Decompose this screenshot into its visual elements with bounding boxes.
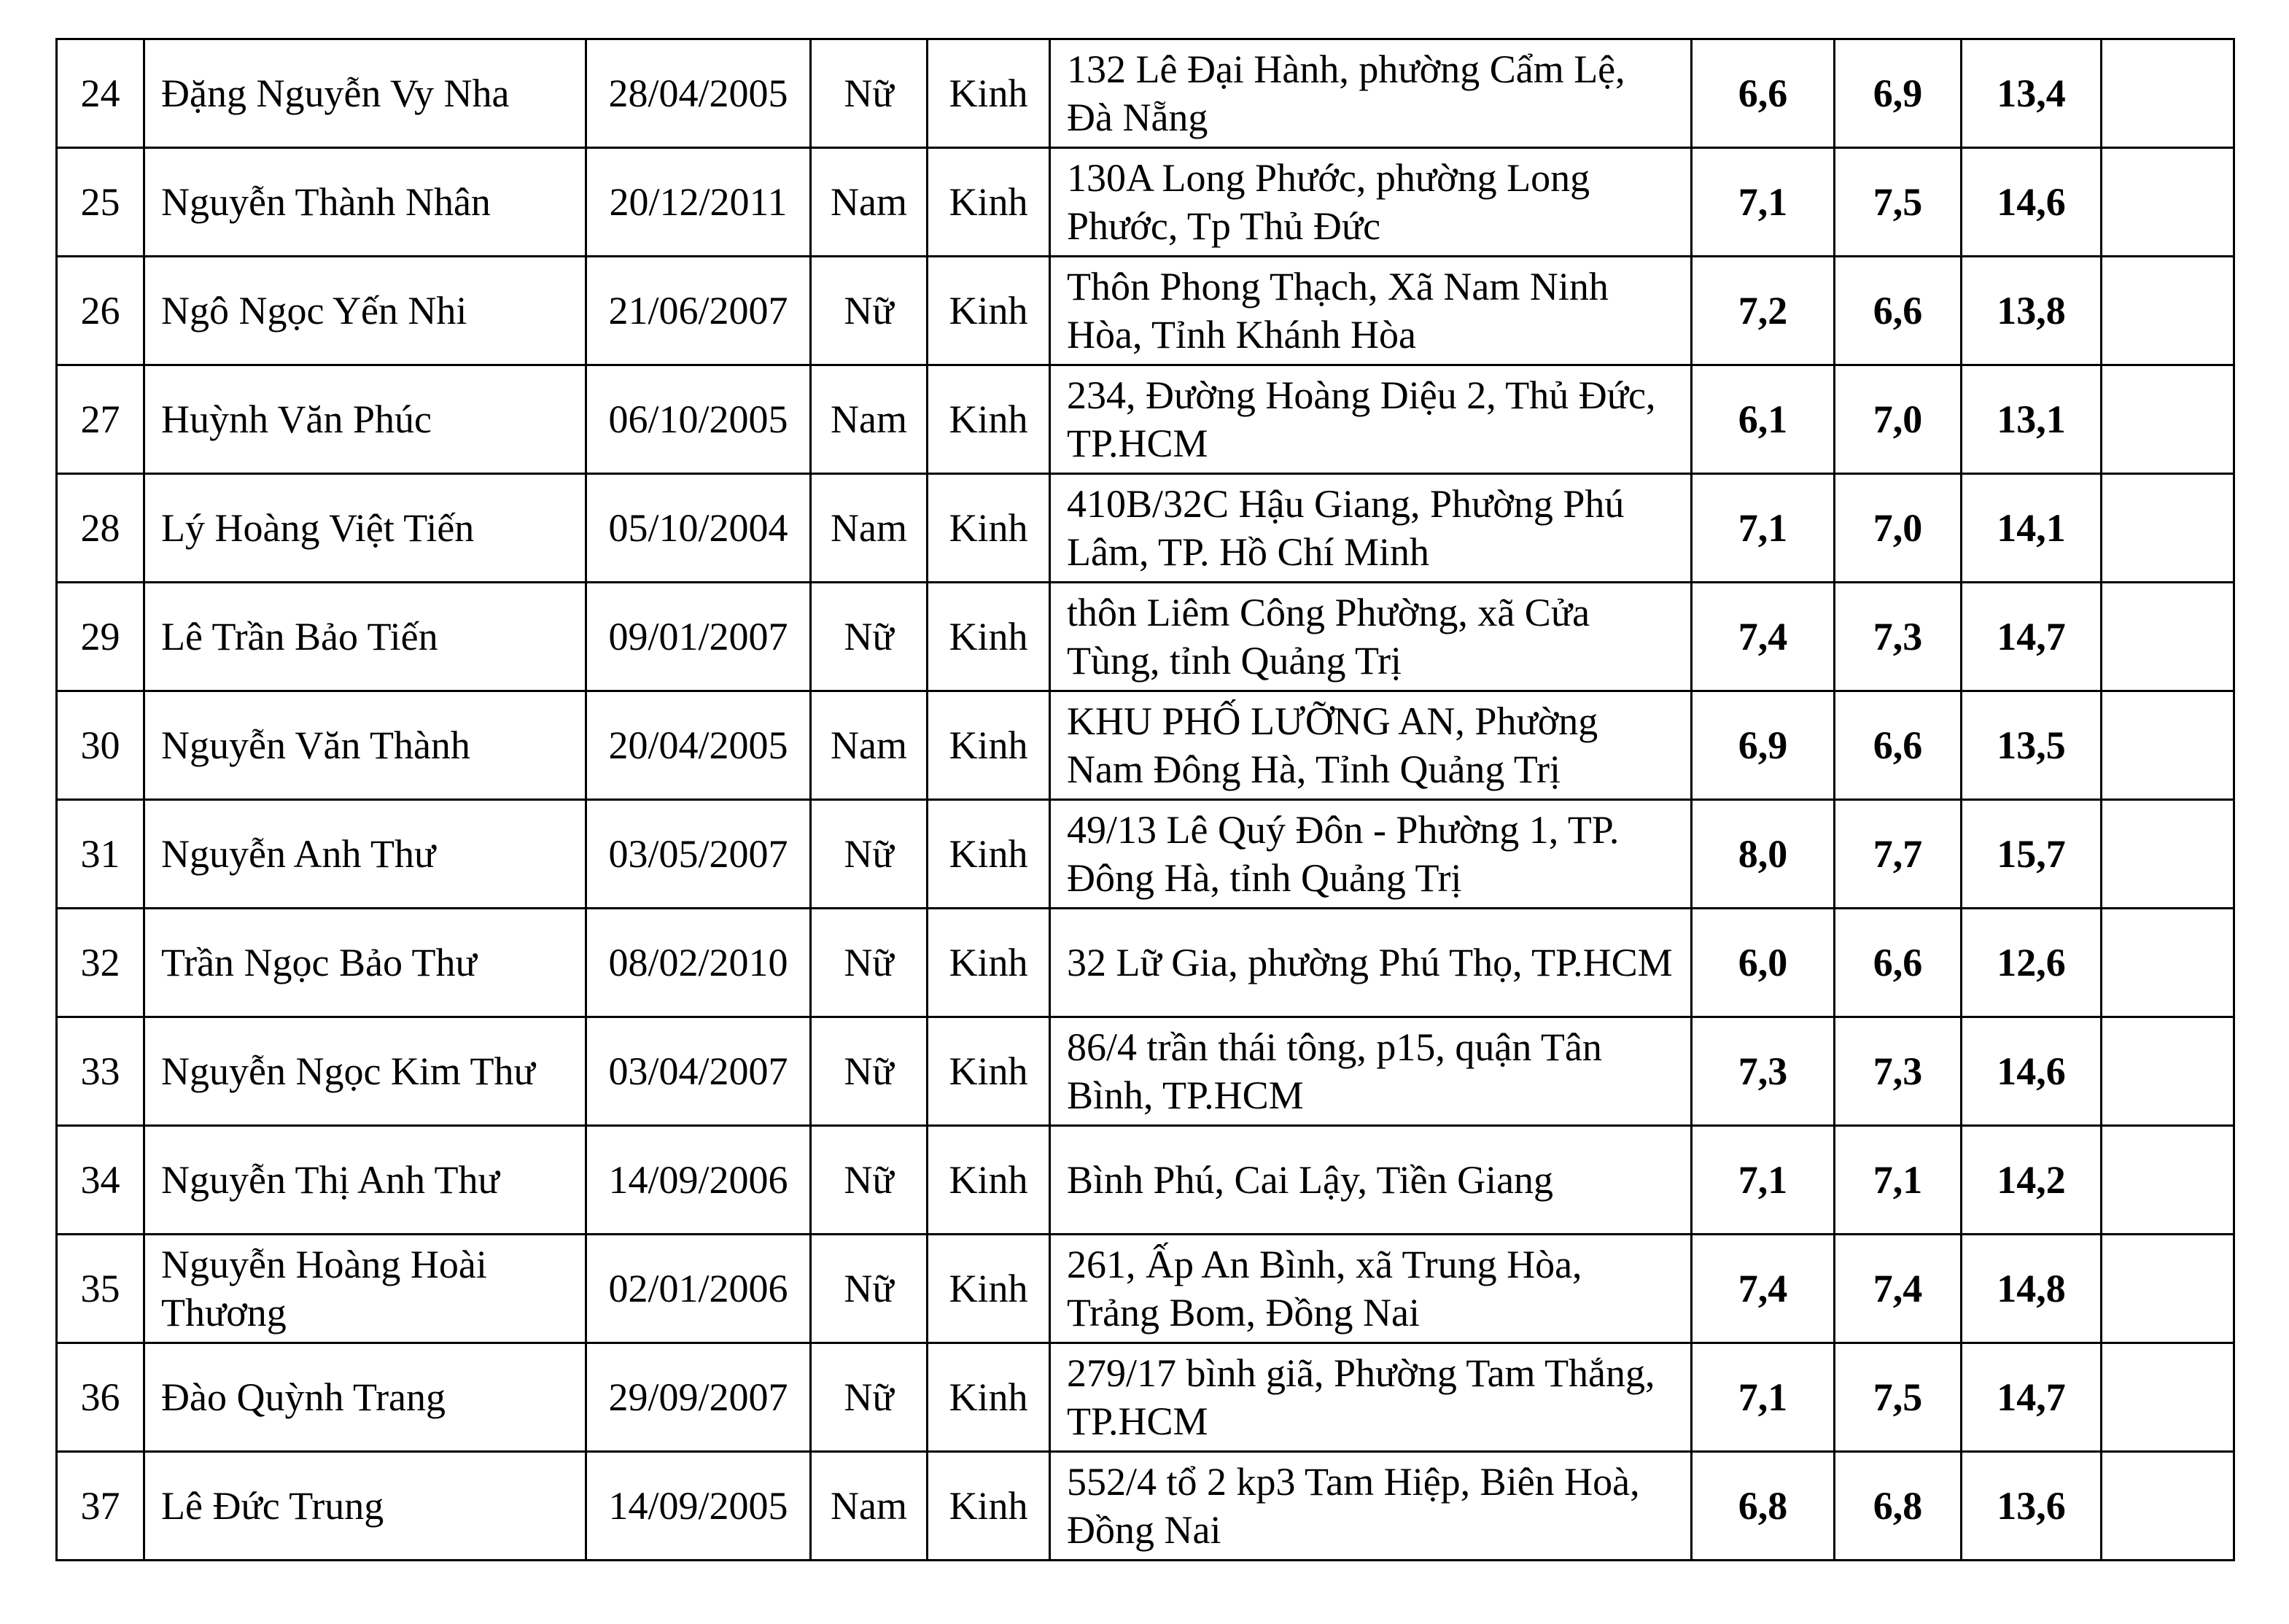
score-2-cell: 6,6 — [1835, 909, 1962, 1017]
full-name-cell: Ngô Ngọc Yến Nhi — [144, 257, 586, 365]
row-number-cell: 30 — [57, 691, 144, 800]
address-cell: thôn Liêm Công Phường, xã Cửa Tùng, tỉnh Quảng Trị — [1050, 583, 1692, 691]
score-1-cell: 7,4 — [1692, 583, 1835, 691]
row-number-cell: 37 — [57, 1452, 144, 1561]
score-1-cell: 7,3 — [1692, 1017, 1835, 1126]
birth-date-cell: 06/10/2005 — [586, 365, 811, 474]
total-score-cell: 13,8 — [1962, 257, 2102, 365]
score-1-cell: 6,6 — [1692, 39, 1835, 148]
score-1-cell: 7,1 — [1692, 148, 1835, 257]
score-1-cell: 8,0 — [1692, 800, 1835, 909]
address-cell: Bình Phú, Cai Lậy, Tiền Giang — [1050, 1126, 1692, 1235]
table-row — [57, 909, 2234, 1017]
birth-date-cell: 29/09/2007 — [586, 1343, 811, 1452]
address-cell: 49/13 Lê Quý Đôn - Phường 1, TP. Đông Hà, tỉnh Quảng Trị — [1050, 800, 1692, 909]
gender-cell: Nam — [811, 474, 928, 583]
gender-cell: Nữ — [811, 257, 928, 365]
total-score-cell: 14,1 — [1962, 474, 2102, 583]
gender-cell: Nam — [811, 148, 928, 257]
total-score-cell: 14,6 — [1962, 148, 2102, 257]
total-score-cell: 13,1 — [1962, 365, 2102, 474]
birth-date-cell: 14/09/2006 — [586, 1126, 811, 1235]
row-number-cell: 31 — [57, 800, 144, 909]
note-cell — [2102, 583, 2234, 691]
score-1-cell: 6,1 — [1692, 365, 1835, 474]
ethnicity-cell: Kinh — [928, 909, 1050, 1017]
score-2-cell: 7,7 — [1835, 800, 1962, 909]
birth-date-cell: 20/04/2005 — [586, 691, 811, 800]
note-cell — [2102, 800, 2234, 909]
birth-date-cell: 03/05/2007 — [586, 800, 811, 909]
score-1-cell: 7,1 — [1692, 1126, 1835, 1235]
table-row — [57, 365, 2234, 474]
ethnicity-cell: Kinh — [928, 1343, 1050, 1452]
gender-cell: Nữ — [811, 1343, 928, 1452]
score-2-cell: 6,6 — [1835, 691, 1962, 800]
address-cell: KHU PHỐ LƯỠNG AN, Phường Nam Đông Hà, Tỉnh Quảng Trị — [1050, 691, 1692, 800]
total-score-cell: 14,6 — [1962, 1017, 2102, 1126]
full-name-cell: Lê Trần Bảo Tiến — [144, 583, 586, 691]
note-cell — [2102, 39, 2234, 148]
total-score-cell: 13,5 — [1962, 691, 2102, 800]
row-number-cell: 24 — [57, 39, 144, 148]
ethnicity-cell: Kinh — [928, 691, 1050, 800]
table-row — [57, 691, 2234, 800]
full-name-cell: Nguyễn Hoàng Hoài Thương — [144, 1235, 586, 1343]
score-1-cell: 7,2 — [1692, 257, 1835, 365]
full-name-cell: Huỳnh Văn Phúc — [144, 365, 586, 474]
full-name-cell: Đặng Nguyễn Vy Nha — [144, 39, 586, 148]
note-cell — [2102, 1126, 2234, 1235]
row-number-cell: 35 — [57, 1235, 144, 1343]
full-name-cell: Lý Hoàng Việt Tiến — [144, 474, 586, 583]
note-cell — [2102, 257, 2234, 365]
table-row — [57, 1017, 2234, 1126]
table-row — [57, 1343, 2234, 1452]
gender-cell: Nam — [811, 1452, 928, 1561]
ethnicity-cell: Kinh — [928, 1017, 1050, 1126]
table-row — [57, 474, 2234, 583]
gender-cell: Nữ — [811, 1017, 928, 1126]
note-cell — [2102, 365, 2234, 474]
birth-date-cell: 09/01/2007 — [586, 583, 811, 691]
row-number-cell: 25 — [57, 148, 144, 257]
ethnicity-cell: Kinh — [928, 39, 1050, 148]
total-score-cell: 13,4 — [1962, 39, 2102, 148]
ethnicity-cell: Kinh — [928, 474, 1050, 583]
table-row — [57, 583, 2234, 691]
gender-cell: Nữ — [811, 1126, 928, 1235]
total-score-cell: 14,7 — [1962, 1343, 2102, 1452]
table-row — [57, 39, 2234, 148]
row-number-cell: 36 — [57, 1343, 144, 1452]
address-cell: 86/4 trần thái tông, p15, quận Tân Bình, TP.HCM — [1050, 1017, 1692, 1126]
total-score-cell: 14,2 — [1962, 1126, 2102, 1235]
address-cell: Thôn Phong Thạch, Xã Nam Ninh Hòa, Tỉnh Khánh Hòa — [1050, 257, 1692, 365]
score-1-cell: 7,1 — [1692, 1343, 1835, 1452]
score-1-cell: 6,0 — [1692, 909, 1835, 1017]
score-2-cell: 7,5 — [1835, 148, 1962, 257]
address-cell: 279/17 bình giã, Phường Tam Thắng, TP.HCM — [1050, 1343, 1692, 1452]
birth-date-cell: 20/12/2011 — [586, 148, 811, 257]
gender-cell: Nữ — [811, 583, 928, 691]
row-number-cell: 26 — [57, 257, 144, 365]
score-1-cell: 6,9 — [1692, 691, 1835, 800]
row-number-cell: 32 — [57, 909, 144, 1017]
gender-cell: Nam — [811, 691, 928, 800]
full-name-cell: Nguyễn Văn Thành — [144, 691, 586, 800]
note-cell — [2102, 1235, 2234, 1343]
score-1-cell: 7,1 — [1692, 474, 1835, 583]
score-2-cell: 6,9 — [1835, 39, 1962, 148]
full-name-cell: Trần Ngọc Bảo Thư — [144, 909, 586, 1017]
score-2-cell: 7,3 — [1835, 1017, 1962, 1126]
score-2-cell: 7,5 — [1835, 1343, 1962, 1452]
note-cell — [2102, 909, 2234, 1017]
total-score-cell: 13,6 — [1962, 1452, 2102, 1561]
table-row — [57, 148, 2234, 257]
full-name-cell: Nguyễn Anh Thư — [144, 800, 586, 909]
total-score-cell: 15,7 — [1962, 800, 2102, 909]
birth-date-cell: 05/10/2004 — [586, 474, 811, 583]
gender-cell: Nữ — [811, 800, 928, 909]
address-cell: 234, Đường Hoàng Diệu 2, Thủ Đức, TP.HCM — [1050, 365, 1692, 474]
ethnicity-cell: Kinh — [928, 800, 1050, 909]
ethnicity-cell: Kinh — [928, 257, 1050, 365]
address-cell: 261, Ấp An Bình, xã Trung Hòa, Trảng Bom, Đồng Nai — [1050, 1235, 1692, 1343]
score-1-cell: 6,8 — [1692, 1452, 1835, 1561]
address-cell: 32 Lữ Gia, phường Phú Thọ, TP.HCM — [1050, 909, 1692, 1017]
ethnicity-cell: Kinh — [928, 1235, 1050, 1343]
gender-cell: Nữ — [811, 39, 928, 148]
full-name-cell: Lê Đức Trung — [144, 1452, 586, 1561]
birth-date-cell: 21/06/2007 — [586, 257, 811, 365]
note-cell — [2102, 1343, 2234, 1452]
birth-date-cell: 08/02/2010 — [586, 909, 811, 1017]
score-2-cell: 6,8 — [1835, 1452, 1962, 1561]
ethnicity-cell: Kinh — [928, 583, 1050, 691]
note-cell — [2102, 474, 2234, 583]
birth-date-cell: 14/09/2005 — [586, 1452, 811, 1561]
score-1-cell: 7,4 — [1692, 1235, 1835, 1343]
ethnicity-cell: Kinh — [928, 1452, 1050, 1561]
birth-date-cell: 03/04/2007 — [586, 1017, 811, 1126]
address-cell: 130A Long Phước, phường Long Phước, Tp Thủ Đức — [1050, 148, 1692, 257]
note-cell — [2102, 691, 2234, 800]
ethnicity-cell: Kinh — [928, 148, 1050, 257]
total-score-cell: 14,7 — [1962, 583, 2102, 691]
table-row — [57, 1126, 2234, 1235]
table-row — [57, 800, 2234, 909]
results-table — [55, 38, 2235, 1561]
birth-date-cell: 28/04/2005 — [586, 39, 811, 148]
row-number-cell: 27 — [57, 365, 144, 474]
full-name-cell: Nguyễn Thành Nhân — [144, 148, 586, 257]
table-row — [57, 1235, 2234, 1343]
gender-cell: Nam — [811, 365, 928, 474]
address-cell: 410B/32C Hậu Giang, Phường Phú Lâm, TP. Hồ Chí Minh — [1050, 474, 1692, 583]
note-cell — [2102, 148, 2234, 257]
score-2-cell: 7,0 — [1835, 365, 1962, 474]
note-cell — [2102, 1017, 2234, 1126]
full-name-cell: Nguyễn Thị Anh Thư — [144, 1126, 586, 1235]
full-name-cell: Nguyễn Ngọc Kim Thư — [144, 1017, 586, 1126]
score-2-cell: 6,6 — [1835, 257, 1962, 365]
total-score-cell: 14,8 — [1962, 1235, 2102, 1343]
gender-cell: Nữ — [811, 1235, 928, 1343]
table-body — [57, 39, 2234, 1561]
score-2-cell: 7,0 — [1835, 474, 1962, 583]
gender-cell: Nữ — [811, 909, 928, 1017]
birth-date-cell: 02/01/2006 — [586, 1235, 811, 1343]
total-score-cell: 12,6 — [1962, 909, 2102, 1017]
ethnicity-cell: Kinh — [928, 1126, 1050, 1235]
full-name-cell: Đào Quỳnh Trang — [144, 1343, 586, 1452]
row-number-cell: 33 — [57, 1017, 144, 1126]
ethnicity-cell: Kinh — [928, 365, 1050, 474]
row-number-cell: 29 — [57, 583, 144, 691]
table-row — [57, 1452, 2234, 1561]
table-row — [57, 257, 2234, 365]
address-cell: 552/4 tổ 2 kp3 Tam Hiệp, Biên Hoà, Đồng Nai — [1050, 1452, 1692, 1561]
row-number-cell: 28 — [57, 474, 144, 583]
score-2-cell: 7,3 — [1835, 583, 1962, 691]
note-cell — [2102, 1452, 2234, 1561]
row-number-cell: 34 — [57, 1126, 144, 1235]
score-2-cell: 7,4 — [1835, 1235, 1962, 1343]
score-2-cell: 7,1 — [1835, 1126, 1962, 1235]
address-cell: 132 Lê Đại Hành, phường Cẩm Lệ, Đà Nẵng — [1050, 39, 1692, 148]
